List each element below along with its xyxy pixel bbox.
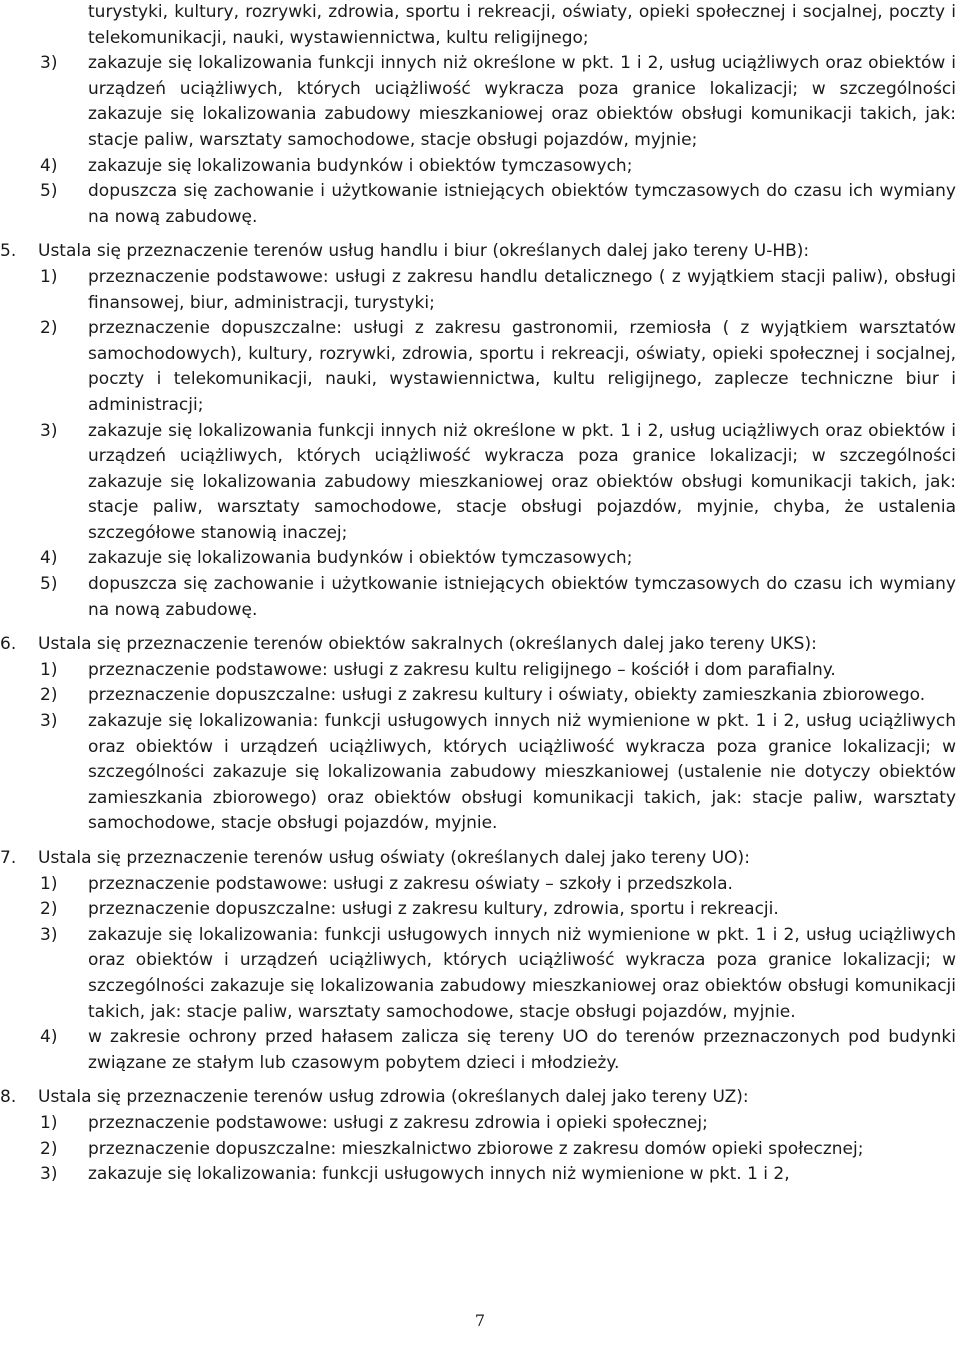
item-text: zakazuje się lokalizowania: funkcji usługowych innych niż wymienione w pkt. 1 i 2, (88, 1164, 790, 1185)
item-text: zakazuje się lokalizowania: funkcji usługowych innych niż wymienione w pkt. 1 i 2, usług uciążliwych oraz obiektów i urządzeń uciążliwych, których uciążliwość wykracza poza granice lokalizacji; w szczególności zakazuje się lokalizowania zabudowy mieszkaniowej (ustalenie nie dotyczy obiektów zamieszkania zbiorowego) oraz obiektów obsługi komunikacji takich, jak: stacje paliw, warsztaty samochodowe, stacje obsługi pojazdów, myjnie. (88, 711, 956, 834)
list-item (0, 316, 960, 418)
item-text: przeznaczenie podstawowe: usługi z zakresu oświaty – szkoły i przedszkola. (88, 873, 733, 894)
item-text: zakazuje się lokalizowania budynków i obiektów tymczasowych; (88, 548, 633, 569)
list-item (0, 1025, 960, 1076)
item-text: przeznaczenie dopuszczalne: usługi z zakresu kultury, zdrowia, sportu i rekreacji. (88, 899, 779, 920)
list-item (0, 572, 960, 623)
section-number: 6. (0, 634, 17, 655)
item-number: 4) (40, 548, 58, 569)
item-number: 1) (40, 873, 58, 894)
item-number: 5) (40, 574, 58, 595)
list-item (0, 1162, 960, 1188)
item-number: 2) (40, 1138, 58, 1159)
section-title: Ustala się przeznaczenie terenów usług oświaty (określanych dalej jako tereny UO): (38, 848, 750, 868)
item-number: 5) (40, 181, 58, 202)
item-text: przeznaczenie dopuszczalne: usługi z zakresu kultury i oświaty, obiekty zamieszkania zbiorowego. (88, 685, 926, 706)
list-item (0, 1111, 960, 1137)
item-text: przeznaczenie dopuszczalne: mieszkalnictwo zbiorowe z zakresu domów opieki społecznej; (88, 1138, 864, 1159)
item-text: przeznaczenie podstawowe: usługi z zakresu kultu religijnego – kościół i dom parafialny. (88, 659, 836, 680)
item-text: dopuszcza się zachowanie i użytkowanie istniejących obiektów tymczasowych do czasu ich wymiany na nową zabudowę. (88, 574, 956, 620)
page-number: 7 (474, 1311, 486, 1330)
item-text: zakazuje się lokalizowania funkcji innych niż określone w pkt. 1 i 2, usług uciążliwych oraz obiektów i urządzeń uciążliwych, których uciążliwość wykracza poza granice lokalizacji; w szczególności zakazuje się lokalizowania zabudowy mieszkaniowej oraz obiektów obsługi komunikacji takich, jak: stacje paliw, warsztaty samochodowe, stacje obsługi pojazdów, myjnie; (88, 53, 956, 150)
item-text: turystyki, kultury, rozrywki, zdrowia, sportu i rekreacji, oświaty, opieki społecznej i socjalnej, poczty i telekomunikacji, nauki, wystawiennictwa, kultu religijnego; (88, 2, 956, 48)
section-title: Ustala się przeznaczenie terenów usług zdrowia (określanych dalej jako tereny UZ): (38, 1087, 749, 1108)
section-heading (0, 1085, 960, 1111)
section-6 (0, 632, 960, 837)
section-heading (0, 239, 960, 265)
list-item (0, 1137, 960, 1163)
item-number: 4) (40, 155, 58, 176)
item-number: 1) (40, 1112, 58, 1133)
list-item (0, 872, 960, 898)
list-item (0, 658, 960, 684)
item-text: w zakresie ochrony przed hałasem zalicza się tereny UO do terenów przeznaczonych pod budynki związane ze stałym lub czasowym pobytem dzieci i młodzieży. (88, 1027, 956, 1073)
item-number: 1) (40, 659, 58, 680)
section-title: Ustala się przeznaczenie terenów obiektów sakralnych (określanych dalej jako tereny UKS): (38, 634, 817, 655)
section-8 (0, 1085, 960, 1187)
section-number: 5. (0, 241, 17, 262)
item-number: 3) (40, 53, 58, 74)
item-number: 3) (40, 924, 58, 945)
continuation-block (0, 0, 960, 230)
item-text: przeznaczenie podstawowe: usługi z zakresu handlu detalicznego ( z wyjątkiem stacji paliw), obsługi finansowej, biur, administracji, turystyki; (88, 266, 956, 313)
section-number: 7. (0, 848, 17, 868)
item-text: zakazuje się lokalizowania funkcji innych niż określone w pkt. 1 i 2, usług uciążliwych oraz obiektów i urządzeń uciążliwych, których uciążliwość wykracza poza granice lokalizacji; w szczególności zakazuje się lokalizowania zabudowy mieszkaniowej oraz obiektów obsługi komunikacji takich, jak: stacje paliw, warsztaty samochodowe, stacje obsługi pojazdów, myjnie, chyba, że ustalenia szczegółowe stanowią inaczej; (88, 420, 956, 543)
item-text: zakazuje się lokalizowania budynków i obiektów tymczasowych; (88, 155, 633, 176)
list-item (0, 51, 960, 153)
item-text: zakazuje się lokalizowania: funkcji usługowych innych niż wymienione w pkt. 1 i 2, usług uciążliwych oraz obiektów i urządzeń uciążliwych, których uciążliwość wykracza poza granice lokalizacji; w szczególności zakazuje się lokalizowania zabudowy mieszkaniowej oraz obiektów obsługi komunikacji takich, jak: stacje paliw, warsztaty samochodowe, stacje obsługi pojazdów, myjnie. (88, 924, 956, 1022)
item-number: 2) (40, 685, 58, 706)
section-heading (0, 632, 960, 658)
list-item (0, 683, 960, 709)
list-item (0, 0, 960, 51)
item-number: 3) (40, 711, 58, 732)
list-item (0, 265, 960, 316)
list-item (0, 154, 960, 180)
item-number: 1) (40, 266, 58, 287)
list-item (0, 179, 960, 230)
item-number: 3) (40, 420, 58, 441)
section-heading (0, 846, 960, 872)
list-item (0, 419, 960, 547)
item-number: 4) (40, 1027, 58, 1048)
section-7 (0, 846, 960, 1076)
list-item (0, 546, 960, 572)
item-number: 2) (40, 318, 58, 339)
list-item (0, 897, 960, 923)
item-number: 2) (40, 899, 58, 920)
section-title: Ustala się przeznaczenie terenów usług handlu i biur (określanych dalej jako tereny U-HB): (38, 241, 810, 262)
item-text: dopuszcza się zachowanie i użytkowanie istniejących obiektów tymczasowych do czasu ich wymiany na nową zabudowę. (88, 181, 956, 227)
item-text: przeznaczenie dopuszczalne: usługi z zakresu gastronomii, rzemiosła ( z wyjątkiem warsztatów samochodowych), kultury, rozrywki, zdrowia, sportu i rekreacji, oświaty, opieki społecznej i socjalnej, poczty i telekomunikacji, nauki, wystawiennictwa, kultu religijnego, zaplecze techniczne biur i administracji; (88, 318, 956, 415)
list-item (0, 709, 960, 837)
section-number: 8. (0, 1087, 17, 1108)
section-5 (0, 239, 960, 623)
item-number: 3) (40, 1164, 58, 1185)
list-item (0, 923, 960, 1025)
item-text: przeznaczenie podstawowe: usługi z zakresu zdrowia i opieki społecznej; (88, 1112, 708, 1133)
